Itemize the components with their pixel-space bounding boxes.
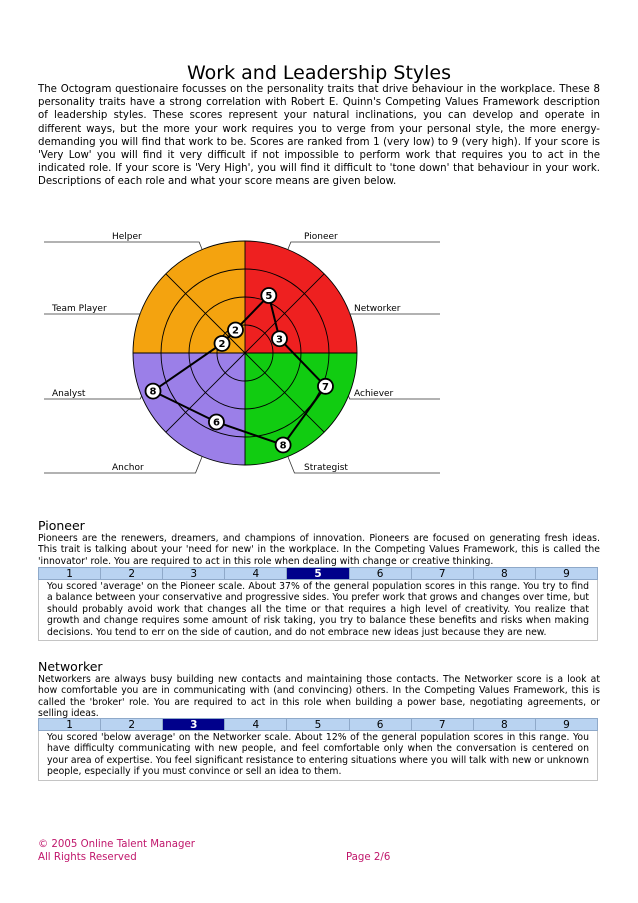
score-scale-pioneer — [38, 567, 598, 580]
page-number: Page 2/6 — [346, 852, 391, 863]
octogram-label-team-player: Team Player — [52, 304, 107, 314]
octogram-svg — [40, 216, 440, 496]
scale-cell: 2 — [101, 568, 163, 579]
octogram-label-analyst: Analyst — [52, 389, 86, 399]
scale-cell: 3 — [163, 568, 225, 579]
octogram-label-helper: Helper — [112, 232, 142, 242]
scale-cell: 9 — [536, 719, 597, 730]
footer-copyright: © 2005 Online Talent Manager — [38, 839, 195, 850]
scale-cell: 1 — [39, 568, 101, 579]
score-value-analyst: 8 — [149, 386, 157, 398]
scale-cell: 3 — [163, 719, 225, 730]
scale-cell: 6 — [350, 719, 412, 730]
section-description-pioneer: Pioneers are the renewers, dreamers, and champions of innovation. Pioneers are focused on generating fresh ideas. This trait is talking about your 'need for new' in the workplace. In the Competing Values Framework, this is called the 'innovator' role. You are required to act in this role when dealing with change or creative thinking. — [38, 533, 600, 567]
octogram-label-achiever: Achiever — [354, 389, 394, 399]
section-heading-pioneer: Pioneer — [38, 518, 85, 533]
scale-cell: 4 — [225, 568, 287, 579]
footer-rights: All Rights Reserved — [38, 852, 137, 863]
score-explanation-networker: You scored 'below average' on the Networker scale. About 12% of the general population scores in this range. You have difficulty communicating with new people, and feel comfortable only when the conversation is centered on your area of expertise. You feel significant resistance to entering situations where you will talk with new or unknown people, especially if you must convince or sell an idea to them. — [38, 731, 598, 781]
scale-cell: 8 — [474, 719, 536, 730]
score-value-achiever: 7 — [321, 381, 329, 393]
octogram-label-strategist: Strategist — [304, 463, 348, 473]
scale-cell: 5 — [287, 719, 349, 730]
scale-cell: 2 — [101, 719, 163, 730]
label-leader-pioneer — [288, 242, 440, 250]
intro-paragraph: The Octogram questionaire focusses on the personality traits that drive behaviour in the workplace. These 8 personality traits have a strong correlation with Robert E. Quinn's Competing Values Framework description of leadership styles. These scores represent your natural inclinations, you can develop and operate in different ways, but the more your work requires you to verge from your personal style, the more energy-demanding you will find that work to be. Scores are ranked from 1 (very low) to 9 (very high). If your score is 'Very Low' you will find it very difficult if not impossible to perform work that requires you to act in the indicated role. If your score is 'Very High', you will find it difficult to 'tone down' that behaviour in your work. Descriptions of each role and what your score means are given below. — [38, 84, 600, 188]
octogram-label-pioneer: Pioneer — [304, 232, 338, 242]
octogram-chart — [40, 216, 440, 496]
section-description-networker: Networkers are always busy building new contacts and maintaining those contacts. The Networker score is a look at how comfortable you are in communicating with (and convincing) others. In the Competing Values Framework, this is called the 'broker' role. You are required to act in this role when building a power base, negotiating agreements, or selling ideas. — [38, 674, 600, 720]
score-value-team-player: 2 — [218, 339, 226, 351]
scale-cell: 9 — [536, 568, 597, 579]
octogram-label-anchor: Anchor — [112, 463, 144, 473]
section-heading-networker: Networker — [38, 659, 103, 674]
score-value-anchor: 6 — [212, 417, 220, 429]
page-title: Work and Leadership Styles — [186, 62, 452, 84]
score-value-helper: 2 — [231, 325, 239, 337]
scale-cell: 1 — [39, 719, 101, 730]
scale-cell: 4 — [225, 719, 287, 730]
scale-cell: 5 — [287, 568, 349, 579]
score-scale-networker — [38, 718, 598, 731]
score-value-pioneer: 5 — [265, 291, 273, 303]
scale-cell: 6 — [350, 568, 412, 579]
octogram-label-networker: Networker — [354, 304, 401, 314]
score-value-networker: 3 — [276, 334, 283, 346]
label-leader-helper — [44, 242, 202, 250]
scale-cell: 8 — [474, 568, 536, 579]
score-value-strategist: 8 — [279, 440, 287, 452]
scale-cell: 7 — [412, 568, 474, 579]
scale-cell: 7 — [412, 719, 474, 730]
score-explanation-pioneer: You scored 'average' on the Pioneer scale. About 37% of the general population scores in this range. You try to find a balance between your conservative and progressive sides. You prefer work that grows and changes over time, but should probably avoid work that changes all the time or that requires a high level of creativity. You realize that growth and change requires some amount of risk taking, you try to balance these benefits and risks when making decisions. You tend to err on the side of caution, and do not embrace new ideas just because they are new. — [38, 580, 598, 641]
